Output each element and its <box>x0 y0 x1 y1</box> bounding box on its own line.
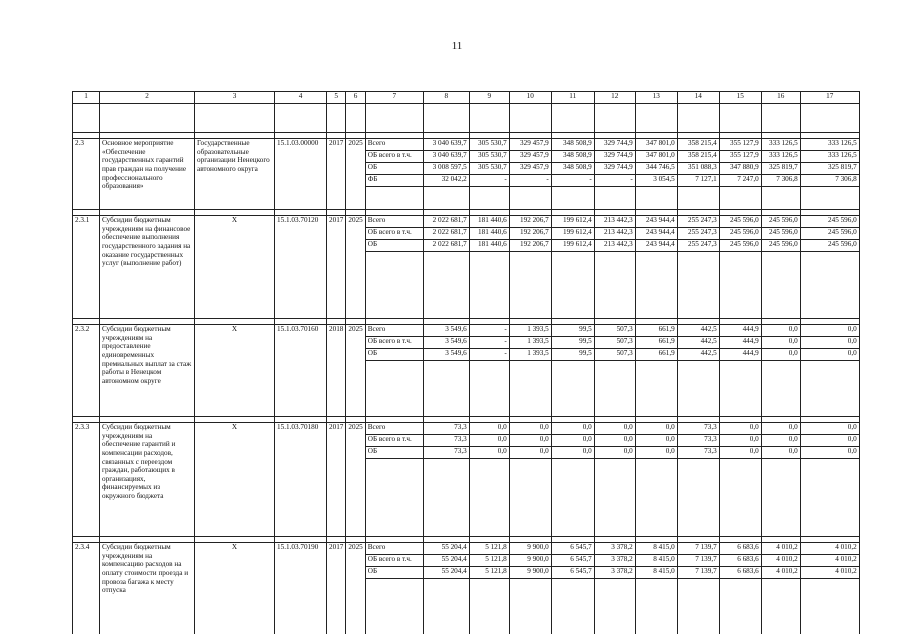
amount-cell: 0,0 <box>761 435 800 447</box>
amount-cell: 7 306,8 <box>800 175 859 187</box>
amount-cell: 3 378,2 <box>594 555 635 567</box>
amount-cell: 348 508,9 <box>551 163 594 175</box>
amount-cell: 333 126,5 <box>800 139 859 151</box>
amount-cell: 1 393,5 <box>509 349 551 361</box>
column-header: 13 <box>635 92 677 104</box>
amount-cell: 4 010,2 <box>761 543 800 555</box>
amount-cell: 4 010,2 <box>761 555 800 567</box>
amount-cell: 0,0 <box>800 349 859 361</box>
amount-cell: 192 206,7 <box>509 228 551 240</box>
column-header: 4 <box>275 92 327 104</box>
column-header: 12 <box>594 92 635 104</box>
amount-cell: 9 900,0 <box>509 543 551 555</box>
amount-cell: 0,0 <box>635 435 677 447</box>
amount-cell: 442,5 <box>677 349 719 361</box>
amount-cell: 358 215,4 <box>677 139 719 151</box>
amount-cell: 347 801,0 <box>635 139 677 151</box>
column-header: 5 <box>327 92 346 104</box>
amount-cell: 199 612,4 <box>551 216 594 228</box>
table-row <box>73 216 860 228</box>
amount-cell: 0,0 <box>719 423 761 435</box>
section-name: Основное мероприятие «Обеспечение государственных гарантий прав граждан на получение профессионального образования» <box>100 139 195 210</box>
amount-cell: 4 010,2 <box>761 567 800 579</box>
amount-cell: 199 612,4 <box>551 240 594 252</box>
section-end-year: 2025 <box>346 423 365 537</box>
amount-cell: 329 457,9 <box>509 163 551 175</box>
amount-cell: 7 247,0 <box>719 175 761 187</box>
blank-header-row <box>73 104 860 133</box>
amount-cell: 333 126,5 <box>761 151 800 163</box>
amount-cell: 213 442,3 <box>594 216 635 228</box>
table-row <box>73 139 860 151</box>
section-code: 2.3.3 <box>73 423 100 537</box>
amount-cell: 245 596,0 <box>800 228 859 240</box>
amount-cell: - <box>469 175 509 187</box>
funding-source: Всего <box>365 325 423 337</box>
section-kbk: 15.1.03.70120 <box>275 216 327 319</box>
amount-cell: 0,0 <box>800 325 859 337</box>
section-start-year: 2017 <box>327 543 346 635</box>
section-executor: X <box>195 216 275 319</box>
amount-cell: 5 121,8 <box>469 567 509 579</box>
amount-cell: 444,9 <box>719 325 761 337</box>
amount-cell: 329 744,9 <box>594 151 635 163</box>
section-start-year: 2017 <box>327 423 346 537</box>
amount-cell: 213 442,3 <box>594 228 635 240</box>
amount-cell: 0,0 <box>594 423 635 435</box>
amount-cell: 5 121,8 <box>469 543 509 555</box>
amount-cell: 661,9 <box>635 337 677 349</box>
amount-cell: 4 010,2 <box>800 543 859 555</box>
amount-cell: 0,0 <box>761 423 800 435</box>
amount-cell: 507,3 <box>594 325 635 337</box>
amount-cell: 99,5 <box>551 337 594 349</box>
section-executor: X <box>195 325 275 417</box>
amount-cell: 7 139,7 <box>677 555 719 567</box>
section-code: 2.3.4 <box>73 543 100 635</box>
section-start-year: 2018 <box>327 325 346 417</box>
amount-cell: 0,0 <box>635 447 677 459</box>
amount-cell: 347 801,0 <box>635 151 677 163</box>
amount-cell: 245 596,0 <box>719 228 761 240</box>
funding-source: ОБ <box>365 163 423 175</box>
amount-cell: 7 139,7 <box>677 543 719 555</box>
amount-cell: 245 596,0 <box>719 216 761 228</box>
amount-cell: 245 596,0 <box>761 240 800 252</box>
section-kbk: 15.1.03.70160 <box>275 325 327 417</box>
amount-cell: - <box>469 325 509 337</box>
amount-cell: 0,0 <box>594 447 635 459</box>
column-header: 9 <box>469 92 509 104</box>
amount-cell: 3 549,6 <box>423 349 469 361</box>
section-start-year: 2017 <box>327 139 346 210</box>
funding-source: ОБ всего в т.ч. <box>365 555 423 567</box>
amount-cell: 661,9 <box>635 325 677 337</box>
section-kbk: 15.1.03.70180 <box>275 423 327 537</box>
section-code: 2.3.1 <box>73 216 100 319</box>
amount-cell: 4 010,2 <box>800 555 859 567</box>
amount-cell: 329 744,9 <box>594 163 635 175</box>
amount-cell: 73,3 <box>677 447 719 459</box>
section-name: Субсидии бюджетным учреждениям на финансовое обеспечение выполнения государственного задания на оказание государственных услуг (выполнение работ) <box>100 216 195 319</box>
amount-cell: 245 596,0 <box>761 228 800 240</box>
funding-source: Всего <box>365 423 423 435</box>
amount-cell: 73,3 <box>677 435 719 447</box>
amount-cell: 255 247,3 <box>677 240 719 252</box>
amount-cell: 8 415,0 <box>635 543 677 555</box>
funding-source: Всего <box>365 543 423 555</box>
amount-cell: 73,3 <box>423 435 469 447</box>
funding-source: ОБ всего в т.ч. <box>365 337 423 349</box>
section-end-year: 2025 <box>346 543 365 635</box>
amount-cell: 245 596,0 <box>800 216 859 228</box>
amount-cell: 3 378,2 <box>594 567 635 579</box>
table-row <box>73 543 860 555</box>
amount-cell: 0,0 <box>761 337 800 349</box>
amount-cell: 8 415,0 <box>635 555 677 567</box>
amount-cell: 181 440,6 <box>469 240 509 252</box>
funding-source: ОБ <box>365 349 423 361</box>
amount-cell: 305 530,7 <box>469 151 509 163</box>
column-header: 8 <box>423 92 469 104</box>
amount-cell: 0,0 <box>509 435 551 447</box>
amount-cell: 329 457,9 <box>509 151 551 163</box>
amount-cell: 2 022 681,7 <box>423 216 469 228</box>
column-header: 1 <box>73 92 100 104</box>
section-code: 2.3 <box>73 139 100 210</box>
amount-cell: 507,3 <box>594 337 635 349</box>
section-end-year: 2025 <box>346 216 365 319</box>
amount-cell: 3 040 639,7 <box>423 139 469 151</box>
table-body <box>73 92 860 635</box>
amount-cell: 444,9 <box>719 349 761 361</box>
column-number-row <box>73 92 860 104</box>
column-header: 2 <box>100 92 195 104</box>
column-header: 3 <box>195 92 275 104</box>
amount-cell: 0,0 <box>469 447 509 459</box>
amount-cell: 4 010,2 <box>800 567 859 579</box>
amount-cell: 351 088,3 <box>677 163 719 175</box>
funding-source: ФБ <box>365 175 423 187</box>
column-header: 7 <box>365 92 423 104</box>
amount-cell: 0,0 <box>551 447 594 459</box>
amount-cell: 3 008 597,5 <box>423 163 469 175</box>
amount-cell: 6 683,6 <box>719 543 761 555</box>
amount-cell: 55 204,4 <box>423 543 469 555</box>
amount-cell: 6 683,6 <box>719 567 761 579</box>
amount-cell: 305 530,7 <box>469 139 509 151</box>
amount-cell: 181 440,6 <box>469 216 509 228</box>
section-executor: X <box>195 543 275 635</box>
amount-cell: 355 127,9 <box>719 151 761 163</box>
amount-cell: 0,0 <box>761 349 800 361</box>
amount-cell: 255 247,3 <box>677 228 719 240</box>
amount-cell: 255 247,3 <box>677 216 719 228</box>
amount-cell: 73,3 <box>677 423 719 435</box>
amount-cell: 0,0 <box>800 435 859 447</box>
amount-cell: 7 306,8 <box>761 175 800 187</box>
amount-cell: 99,5 <box>551 325 594 337</box>
amount-cell: 6 545,7 <box>551 555 594 567</box>
amount-cell: 181 440,6 <box>469 228 509 240</box>
amount-cell: 0,0 <box>469 423 509 435</box>
section-kbk: 15.1.03.70190 <box>275 543 327 635</box>
funding-source: ОБ всего в т.ч. <box>365 228 423 240</box>
amount-cell: 355 127,9 <box>719 139 761 151</box>
amount-cell: 347 880,9 <box>719 163 761 175</box>
section-name: Субсидии бюджетным учреждениям на компенсацию расходов на оплату стоимости проезда и провоза багажа к месту отпуска <box>100 543 195 635</box>
amount-cell: 192 206,7 <box>509 216 551 228</box>
amount-cell: 0,0 <box>719 435 761 447</box>
amount-cell: 1 393,5 <box>509 337 551 349</box>
amount-cell: 73,3 <box>423 423 469 435</box>
amount-cell: 3 040 639,7 <box>423 151 469 163</box>
section-executor: X <box>195 423 275 537</box>
amount-cell: 0,0 <box>594 435 635 447</box>
amount-cell: 213 442,3 <box>594 240 635 252</box>
amount-cell: 0,0 <box>761 325 800 337</box>
amount-cell: 0,0 <box>551 423 594 435</box>
amount-cell: 3 378,2 <box>594 543 635 555</box>
amount-cell: 199 612,4 <box>551 228 594 240</box>
section-name: Субсидии бюджетным учреждениям на предоставление единовременных премиальных выплат за стаж работы в Ненецком автономном округе <box>100 325 195 417</box>
column-header: 15 <box>719 92 761 104</box>
amount-cell: 192 206,7 <box>509 240 551 252</box>
amount-cell: 333 126,5 <box>800 151 859 163</box>
amount-cell: 6 545,7 <box>551 543 594 555</box>
section-start-year: 2017 <box>327 216 346 319</box>
amount-cell: 73,3 <box>423 447 469 459</box>
amount-cell: 2 022 681,7 <box>423 228 469 240</box>
amount-cell: 305 530,7 <box>469 163 509 175</box>
amount-cell: 0,0 <box>509 447 551 459</box>
funding-source: ОБ <box>365 567 423 579</box>
amount-cell: 0,0 <box>551 435 594 447</box>
amount-cell: 358 215,4 <box>677 151 719 163</box>
column-header: 17 <box>800 92 859 104</box>
amount-cell: 55 204,4 <box>423 555 469 567</box>
column-header: 10 <box>509 92 551 104</box>
amount-cell: 1 393,5 <box>509 325 551 337</box>
funding-source: Всего <box>365 216 423 228</box>
funding-source: Всего <box>365 139 423 151</box>
section-end-year: 2025 <box>346 325 365 417</box>
amount-cell: 0,0 <box>635 423 677 435</box>
amount-cell: - <box>509 175 551 187</box>
amount-cell: 0,0 <box>719 447 761 459</box>
amount-cell: 0,0 <box>761 447 800 459</box>
amount-cell: 442,5 <box>677 337 719 349</box>
budget-table <box>72 91 860 634</box>
amount-cell: 6 545,7 <box>551 567 594 579</box>
amount-cell: 245 596,0 <box>761 216 800 228</box>
funding-source: ОБ <box>365 447 423 459</box>
amount-cell: 0,0 <box>800 423 859 435</box>
amount-cell: 325 819,7 <box>761 163 800 175</box>
amount-cell: 8 415,0 <box>635 567 677 579</box>
amount-cell: 3 549,6 <box>423 325 469 337</box>
column-header: 14 <box>677 92 719 104</box>
amount-cell: - <box>469 337 509 349</box>
amount-cell: 6 683,6 <box>719 555 761 567</box>
amount-cell: - <box>551 175 594 187</box>
amount-cell: 333 126,5 <box>761 139 800 151</box>
amount-cell: 32 042,2 <box>423 175 469 187</box>
amount-cell: 243 944,4 <box>635 216 677 228</box>
amount-cell: 444,9 <box>719 337 761 349</box>
amount-cell: 3 054,5 <box>635 175 677 187</box>
amount-cell: 245 596,0 <box>800 240 859 252</box>
section-code: 2.3.2 <box>73 325 100 417</box>
amount-cell: 7 139,7 <box>677 567 719 579</box>
section-name: Субсидии бюджетным учреждениям на обеспечение гарантий и компенсации расходов, связанных с переездом граждан, работающих в организациях, финансируемых из окружного бюджета <box>100 423 195 537</box>
amount-cell: 5 121,8 <box>469 555 509 567</box>
column-header: 11 <box>551 92 594 104</box>
amount-cell: 348 508,9 <box>551 139 594 151</box>
amount-cell: 442,5 <box>677 325 719 337</box>
amount-cell: 0,0 <box>469 435 509 447</box>
funding-source: ОБ всего в т.ч. <box>365 151 423 163</box>
amount-cell: 3 549,6 <box>423 337 469 349</box>
funding-source: ОБ <box>365 240 423 252</box>
amount-cell: 243 944,4 <box>635 240 677 252</box>
table-row <box>73 325 860 337</box>
amount-cell: 55 204,4 <box>423 567 469 579</box>
amount-cell: 0,0 <box>800 447 859 459</box>
amount-cell: 9 900,0 <box>509 567 551 579</box>
column-header: 16 <box>761 92 800 104</box>
amount-cell: 507,3 <box>594 349 635 361</box>
amount-cell: - <box>594 175 635 187</box>
amount-cell: 0,0 <box>800 337 859 349</box>
amount-cell: 329 457,9 <box>509 139 551 151</box>
amount-cell: 0,0 <box>509 423 551 435</box>
amount-cell: 9 900,0 <box>509 555 551 567</box>
section-executor: Государственные образовательные организации Ненецкого автономного округа <box>195 139 275 210</box>
amount-cell: - <box>469 349 509 361</box>
amount-cell: 243 944,4 <box>635 228 677 240</box>
amount-cell: 2 022 681,7 <box>423 240 469 252</box>
amount-cell: 245 596,0 <box>719 240 761 252</box>
amount-cell: 344 746,5 <box>635 163 677 175</box>
amount-cell: 325 819,7 <box>800 163 859 175</box>
amount-cell: 7 127,1 <box>677 175 719 187</box>
table-row <box>73 423 860 435</box>
amount-cell: 99,5 <box>551 349 594 361</box>
funding-source: ОБ всего в т.ч. <box>365 435 423 447</box>
column-header: 6 <box>346 92 365 104</box>
amount-cell: 329 744,9 <box>594 139 635 151</box>
section-end-year: 2025 <box>346 139 365 210</box>
amount-cell: 661,9 <box>635 349 677 361</box>
amount-cell: 348 508,9 <box>551 151 594 163</box>
section-kbk: 15.1.03.00000 <box>275 139 327 210</box>
page-number: 11 <box>451 40 463 52</box>
